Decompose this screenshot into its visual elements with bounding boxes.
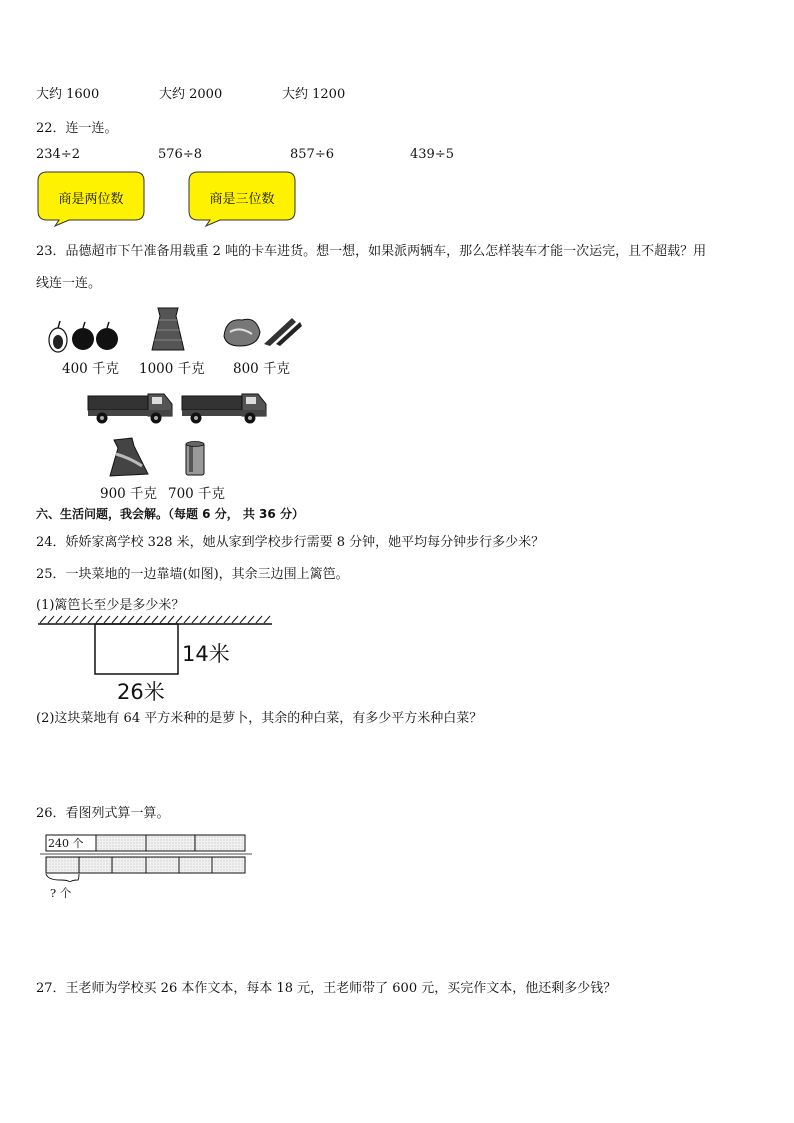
q25-sub1: (1)篱笆长至少是多少米？	[36, 598, 185, 613]
q27-text: 27．王老师为学校买 26 本作文本，每本 18 元，王老师带了 600 元，买完作文本，他还剩多少钱？	[36, 981, 617, 996]
q25-bottom-label: 26米	[117, 680, 165, 704]
estimate-2: 大约 2000	[159, 87, 223, 102]
bucket-icon	[184, 440, 206, 478]
q26-title: 26．看图列式算一算。	[36, 806, 170, 821]
q22-expr-2: 576÷8	[158, 147, 202, 162]
answer-box-two-digit-label: 商是两位数	[58, 192, 124, 207]
answer-box-three-digit[interactable]	[188, 171, 296, 227]
goods-label-700: 700 千克	[168, 486, 226, 502]
fruit-icon	[46, 318, 120, 354]
q26-top-label: 240 个	[48, 837, 84, 850]
q26-bottom-label: ? 个	[50, 886, 72, 900]
garden-diagram	[38, 612, 274, 678]
bag-icon	[106, 436, 152, 480]
answer-box-two-digit[interactable]	[37, 171, 145, 227]
estimate-1: 大约 1600	[36, 87, 100, 102]
q22-title: 22．连一连。	[36, 121, 118, 136]
q25-side-label: 14米	[182, 642, 230, 666]
q25-sub2: (2)这块菜地有 64 平方米种的是萝卜，其余的种白菜，有多少平方米种白菜？	[36, 711, 483, 726]
vegetable-icon	[220, 312, 302, 352]
goods-label-1000: 1000 千克	[139, 361, 205, 377]
goods-label-400: 400 千克	[62, 361, 120, 377]
q25-title: 25．一块菜地的一边靠墙(如图)，其余三边围上篱笆。	[36, 567, 349, 582]
q23-text-line1: 23．品德超市下午准备用载重 2 吨的卡车进货。想一想，如果派两辆车，那么怎样装车才能一次运完，且不超载？用	[36, 244, 707, 259]
q23-text-line2: 线连一连。	[36, 276, 102, 291]
sack-icon	[148, 304, 188, 354]
section-6-heading: 六、生活问题，我会解。（每题 6 分， 共 36 分）	[36, 507, 304, 521]
q22-expr-4: 439÷5	[410, 147, 454, 162]
q22-expr-1: 234÷2	[36, 147, 80, 162]
answer-box-three-digit-label: 商是三位数	[209, 192, 275, 207]
goods-label-800: 800 千克	[233, 361, 291, 377]
truck-icon	[180, 386, 270, 426]
estimate-3: 大约 1200	[282, 87, 346, 102]
goods-label-900: 900 千克	[100, 486, 158, 502]
q22-expr-3: 857÷6	[290, 147, 334, 162]
truck-icon	[86, 386, 176, 426]
q24-text: 24．娇娇家离学校 328 米，她从家到学校步行需要 8 分钟，她平均每分钟步行多少米？	[36, 535, 545, 550]
